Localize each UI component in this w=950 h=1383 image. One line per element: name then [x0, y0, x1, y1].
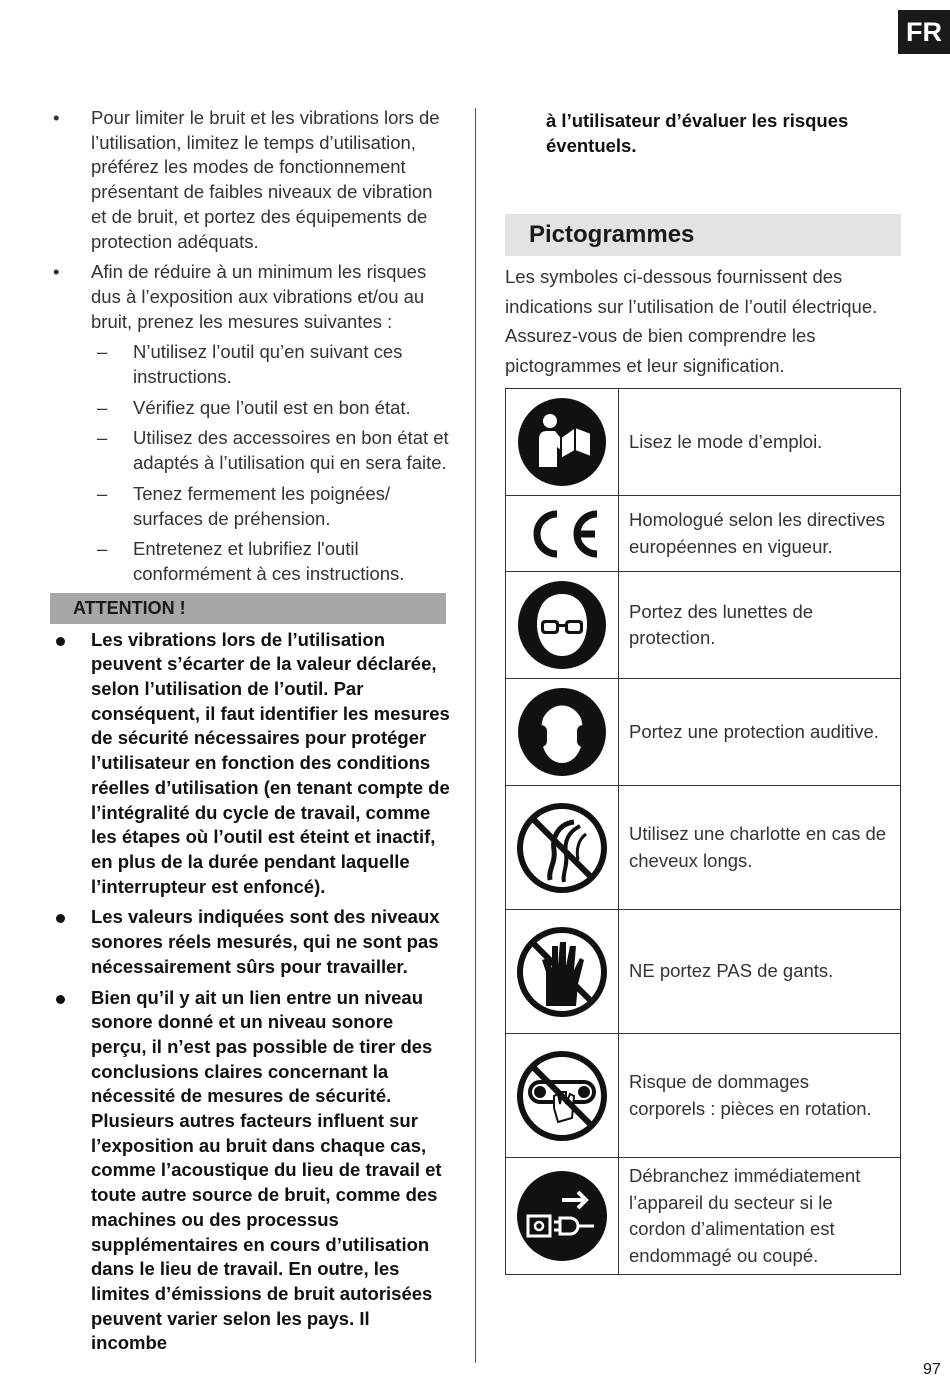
icon-cell [506, 572, 619, 679]
dash-symbol: – [97, 341, 108, 363]
pictogram-description: Lisez le mode d’emploi. [619, 389, 901, 496]
dash-symbol: – [97, 482, 108, 504]
list-item-text: Pour limiter le bruit et les vibrations lors de l’utilisation, limitez le temps d’utilisation, préférez les modes de fonctionnement présentant de faibles niveaux de vibration et de bruit, et portez des équipements de protection adéquats. [91, 107, 440, 252]
pictogram-description: Débranchez immédiatement l’appareil du secteur si le cordon d’alimentation est endommagé ou coupé. [619, 1158, 901, 1275]
unplug-icon [516, 1170, 608, 1262]
table-row [506, 572, 901, 679]
warning-item [50, 905, 450, 979]
warning-text: Les valeurs indiquées sont des niveaux sonores réels mesurés, qui ne sont pas nécessairement sûrs pour travailler. [91, 906, 440, 977]
sub-list [50, 340, 450, 586]
icon-cell [506, 1158, 619, 1275]
sub-list-item [50, 426, 450, 475]
table-row [506, 910, 901, 1034]
dash-symbol: – [97, 538, 108, 560]
pictogram-description: Risque de dommages corporels : pièces en rotation. [619, 1034, 901, 1158]
sub-list-item [50, 340, 450, 389]
sub-list-item [50, 396, 450, 421]
sub-list-item-text: Vérifiez que l’outil est en bon état. [133, 396, 411, 418]
pictogram-description: Homologué selon les directives européennes en vigueur. [619, 496, 901, 572]
no-long-hair-icon [514, 800, 610, 896]
pictogram-description: Portez des lunettes de protection. [619, 572, 901, 679]
sub-list-item-text: Tenez fermement les poignées/ surfaces de préhension. [133, 482, 391, 529]
safety-glasses-icon [517, 580, 607, 670]
bullet-symbol: • [53, 107, 60, 128]
icon-cell [506, 910, 619, 1034]
table-row [506, 1034, 901, 1158]
section-intro: Les symboles ci-dessous fournissent des indications sur l’utilisation de l’outil électrique. Assurez-vous de bien comprendre les pictogrammes et leur signification. [505, 266, 878, 376]
table-row [506, 786, 901, 910]
language-badge: FR [898, 10, 950, 54]
bullet-dot-icon [56, 637, 65, 646]
column-divider [475, 108, 476, 1363]
icon-cell [506, 496, 619, 572]
icon-cell [506, 389, 619, 496]
bullet-symbol: • [53, 261, 60, 283]
page-number: 97 [923, 1361, 941, 1378]
warning-item [50, 628, 450, 900]
rotating-parts-icon [514, 1048, 610, 1144]
warning-list [50, 628, 450, 1356]
bullet-dot-icon [56, 914, 65, 923]
sub-list-item [50, 537, 450, 586]
warning-text: Les vibrations lors de l’utilisation peuvent s’écarter de la valeur déclarée, selon l’utilisation de l’outil. Par conséquent, il faut identifier les mesures de sécurité nécessaires pour protéger l’utilisateur en fonction des conditions réelles d’utilisation (en tenant compte de l’intégralité du cycle de travail, comme les étapes où l’outil est éteint et inactif, en plus de la durée pendant laquelle l’interrupteur est enfoncé). [91, 628, 450, 897]
ce-mark-icon [519, 504, 605, 564]
icon-cell [506, 1034, 619, 1158]
list-item [50, 260, 450, 334]
dash-symbol: – [97, 427, 108, 449]
ear-protection-icon [517, 687, 607, 777]
pictogram-table [505, 388, 901, 1275]
table-row [506, 389, 901, 496]
bullet-dot-icon [56, 995, 65, 1004]
warning-continuation: à l’utilisateur d’évaluer les risques éventuels. [546, 110, 849, 156]
no-gloves-icon [514, 924, 610, 1020]
table-row [506, 1158, 901, 1275]
table-row [506, 679, 901, 786]
list-item [50, 106, 450, 254]
dash-symbol: – [97, 396, 108, 418]
attention-heading: ATTENTION ! [50, 593, 446, 624]
left-column [50, 106, 450, 1362]
sub-list-item-text: N’utilisez l’outil qu’en suivant ces instructions. [133, 341, 403, 388]
list-item-text: Afin de réduire à un minimum les risques dus à l’exposition aux vibrations et/ou au bruit, prenez les mesures suivantes : [91, 261, 427, 332]
sub-list-item [50, 482, 450, 531]
table-row [506, 496, 901, 572]
warning-item [50, 986, 450, 1357]
right-column [505, 108, 901, 1275]
sub-list-item-text: Utilisez des accessoires en bon état et adaptés à l’utilisation qui en sera faite. [133, 427, 449, 474]
warning-text: Bien qu’il y ait un lien entre un niveau sonore donné et un niveau sonore perçu, il n’est pas possible de tirer des conclusions claires concernant la nécessité de mesures de sécurité. Plusieurs autres facteurs influent sur l’exposition au bruit dans chaque cas, comme l’acoustique du lieu de travail et toute autre source de bruit, comme des machines ou des processus supplémentaires en cours d’utilisation dans le lieu de travail. En outre, les limites d’émissions de bruit autorisées peuvent varier selon les pays. Il incombe [91, 986, 442, 1354]
read-manual-icon [517, 397, 607, 487]
section-title: Pictogrammes [505, 214, 901, 256]
pictogram-description: NE portez PAS de gants. [619, 910, 901, 1034]
icon-cell [506, 679, 619, 786]
pictogram-description: Portez une protection auditive. [619, 679, 901, 786]
icon-cell [506, 786, 619, 910]
sub-list-item-text: Entretenez et lubrifiez l'outil conformément à ces instructions. [133, 538, 405, 584]
pictogram-description: Utilisez une charlotte en cas de cheveux longs. [619, 786, 901, 910]
